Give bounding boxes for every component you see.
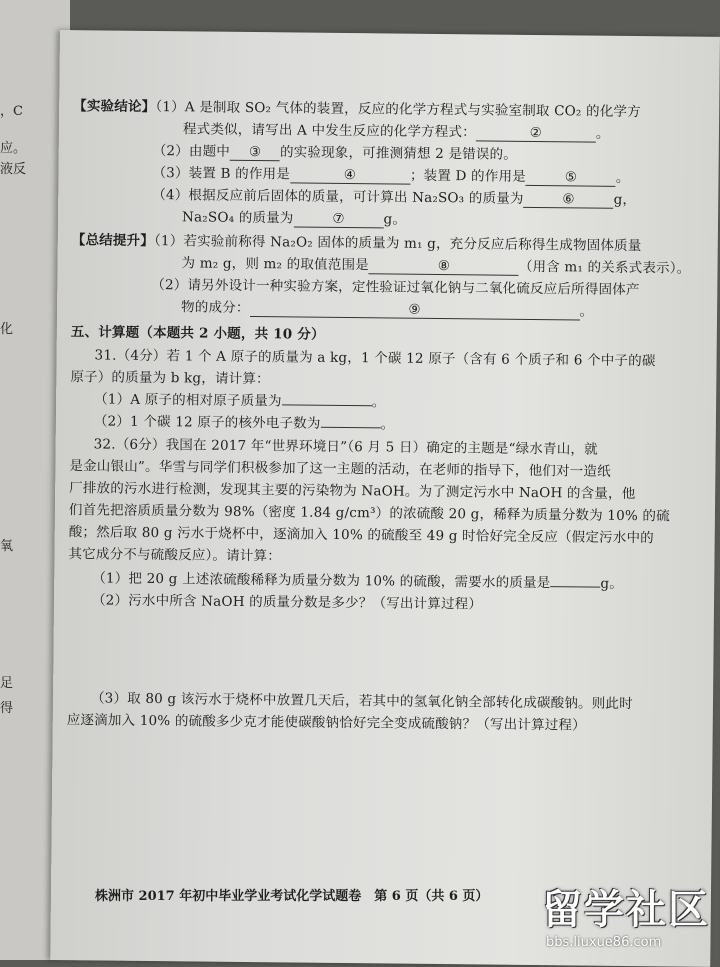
summary-text-4a: 物的成分： (181, 299, 250, 317)
summary-line-4: 物的成分： ⑨ 。 (181, 299, 594, 320)
q32-sub-2: （2）污水中所含 NaOH 的质量分数是多少？（写出计算过程） (91, 592, 483, 613)
q32-sub-1 (92, 566, 623, 592)
summary-text-3: （2）请另外设计一种实验方案，定性验证过氧化钠与二氧化硫反应后所得固体产 (151, 276, 640, 299)
margin-text-5: 氧 (0, 539, 14, 554)
q32-line-4: 们首先把溶质质量分数为 98%（密度 1.84 g/cm³）的浓硫酸 20 g，稀释为质量分数为 10% 的硫 (68, 502, 670, 525)
q31-answer-2[interactable] (321, 427, 381, 429)
conclusion-text-5b: g， (613, 191, 637, 209)
watermark-logo (542, 878, 712, 948)
margin-text-4: 化 (0, 322, 14, 337)
conclusion-text-1: （1）A 是制取 SO₂ 气体的装置，反应的化学方程式与实验室制取 CO₂ 的化学方 (155, 99, 641, 121)
margin-text-2: 应。 (0, 141, 27, 156)
conclusion-text-2: 程式类似，请写出 A 中发生反应的化学方程式： (182, 121, 476, 141)
summary-text-2b: （用含 m₁ 的关系式表示）。 (518, 258, 691, 277)
page-footer: 株洲市 2017 年初中毕业学业考试化学试题卷 第 6 页（共 6 页） (95, 889, 489, 904)
q32-line-6: 其它成分不与硫酸反应）。请计算： (68, 546, 282, 565)
q31-answer-1[interactable] (282, 404, 372, 406)
conclusion-tag: 【实验结论】 (73, 98, 156, 116)
q32-answer-1[interactable] (550, 586, 600, 588)
q32-line-3: 厂排放的污水进行检测，发现其主要的污染物为 NaOH。为了测定污水中 NaOH 的含量，他 (69, 480, 636, 503)
answer-blank-4[interactable]: ④ (290, 166, 410, 184)
conclusion-line-3 (153, 139, 517, 164)
q31-text-3: （1）A 原子的相对原子质量为 (94, 391, 282, 410)
section-heading: 五、计算题（本题共 2 小题，共 10 分） (70, 324, 325, 343)
summary-text-1: （1）若实验前称得 Na₂O₂ 固体的质量为 m₁ g，充分反应后称得生成物固体质量 (153, 232, 642, 255)
q32-line-5: 酸；然后取 80 g 污水于烧杯中，逐滴加入 10% 的硫酸至 49 g 时恰好完全反应（假定污水中的 (68, 524, 654, 547)
margin-text-3: 液反 (0, 162, 27, 177)
summary-text-2a: 为 m₂ g，则 m₂ 的取值范围是 (181, 255, 369, 274)
q31-text-4: （2）1 个碳 12 原子的核外电子数为 (93, 413, 321, 432)
conclusion-text-3b: 的实验现象，可推测猜想 2 是错误的。 (279, 144, 518, 163)
watermark-url: bbs.liuxue86.com (546, 935, 662, 950)
conclusion-text-6b: g。 (383, 211, 407, 228)
conclusion-line-2: 程式类似，请写出 A 中发生反应的化学方程式： ② 。 (182, 121, 610, 142)
answer-blank-5[interactable]: ⑤ (526, 169, 616, 187)
margin-text-6: 足 (0, 676, 14, 691)
conclusion-line-6 (182, 205, 406, 228)
q32-sub-1-text: （1）把 20 g 上述浓硫酸稀释为质量分数为 10% 的硫酸，需要水的质量是 (92, 570, 551, 592)
answer-blank-6[interactable]: ⑥ (524, 191, 614, 209)
watermark-title: 留学社区 (542, 887, 710, 933)
q31-line-1: 31.（4分）若 1 个 A 原子的质量为 a kg，1 个碳 12 原子（含有 6 个质子和 6 个中子的碳 (94, 347, 656, 370)
exam-page (50, 30, 720, 967)
answer-blank-3[interactable]: ③ (230, 144, 280, 162)
q32-line-1: 32.（6分）我国在 2017 年“世界环境日”（6 月 5 日）确定的主题是“绿水青山，就 (93, 436, 598, 458)
conclusion-line-4: （3）装置 B 的作用是 ④ ；装置 D 的作用是 ⑤ 。 (152, 164, 630, 186)
q31-line-3: （1）A 原子的相对原子质量为 。 (94, 391, 386, 411)
summary-line-1 (72, 228, 642, 254)
answer-blank-7[interactable]: ⑦ (293, 210, 383, 228)
margin-text-1: ，C (0, 104, 23, 119)
q32-sub-3b: 应逐滴加入 10% 的硫酸多少克才能使碳酸钠恰好完全变成硫酸钠？（写出计算过程） (66, 712, 586, 734)
q32-sub-3a: （3）取 80 g 该污水于烧杯中放置几天后，若其中的氢氧化钠全部转化成碳酸钠。则此时 (90, 690, 633, 713)
conclusion-text-4a: （3）装置 B 的作用是 (152, 164, 291, 183)
q31-line-2: 原子）的质量为 b kg，请计算： (70, 369, 270, 388)
conclusion-text-5a: （4）根据反应前后固体的质量，可计算出 Na₂SO₃ 的质量为 (152, 186, 524, 207)
conclusion-line-1 (73, 94, 641, 120)
q32-line-2: 是金山银山”。华雪与同学们积极参加了这一主题的活动，在老师的指导下，他们对一造纸 (69, 458, 611, 480)
q31-line-4: （2）1 个碳 12 原子的核外电子数为 。 (93, 413, 395, 433)
conclusion-text-3a: （2）由题中 (152, 142, 231, 160)
summary-tag: 【总结提升】 (71, 232, 155, 249)
conclusion-text-6a: Na₂SO₄ 的质量为 (181, 209, 294, 227)
q32-sub-1-unit: g。 (600, 575, 624, 592)
answer-blank-2[interactable]: ② (476, 124, 596, 142)
summary-line-3 (151, 273, 639, 298)
margin-text-7: 得 (0, 701, 14, 716)
conclusion-text-4b: ；装置 D 的作用是 (409, 167, 526, 185)
answer-blank-9[interactable]: ⑨ (250, 300, 580, 320)
answer-blank-8[interactable]: ⑧ (369, 257, 519, 276)
